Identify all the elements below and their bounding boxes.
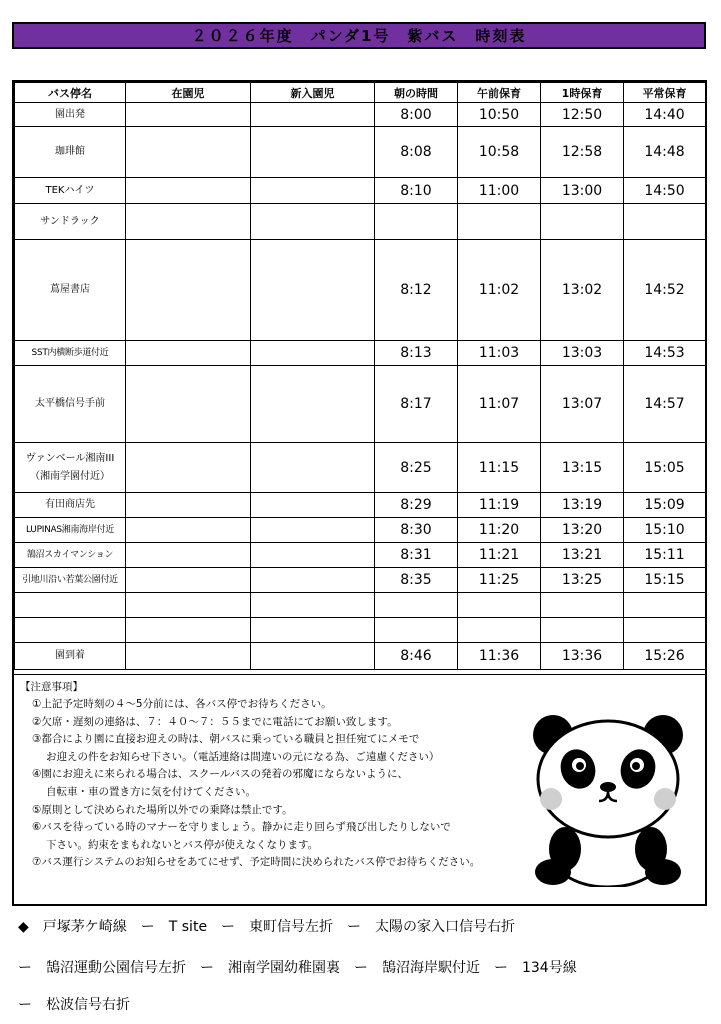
route-line-1: ◆ 戸塚茅ケ崎線 ー T site ー 東町信号左折 ー 太陽の家入口信号右折 xyxy=(18,919,516,935)
time-cell: 11:21 xyxy=(458,543,541,568)
time-cell: 13:07 xyxy=(541,366,624,443)
time-cell: 8:10 xyxy=(375,178,458,204)
time-cell: 14:48 xyxy=(624,127,706,178)
notes-heading: 【注意事項】 xyxy=(20,681,83,693)
time-cell: 8:31 xyxy=(375,543,458,568)
time-cell: 11:15 xyxy=(458,443,541,493)
time-cell: 11:19 xyxy=(458,493,541,518)
table-row xyxy=(15,518,706,543)
time-cell: 8:12 xyxy=(375,240,458,341)
timetable-sheet xyxy=(12,80,707,906)
checkbox-cell xyxy=(126,568,251,593)
time-cell xyxy=(375,593,458,618)
time-cell: 12:58 xyxy=(541,127,624,178)
checkbox-cell xyxy=(126,443,251,493)
table-row xyxy=(15,593,706,618)
time-cell: 8:13 xyxy=(375,341,458,366)
stop-name: SST内横断歩道付近 xyxy=(15,341,126,366)
time-cell: 13:19 xyxy=(541,493,624,518)
checkbox-cell xyxy=(126,240,251,341)
time-cell: 13:21 xyxy=(541,543,624,568)
time-cell: 12:50 xyxy=(541,103,624,127)
checkbox-cell xyxy=(126,204,251,240)
note-item: 自転車・車の置き方に気を付けてください。 xyxy=(46,785,256,798)
page-title: ２０２６年度 パンダ1号 紫バス 時刻表 xyxy=(12,22,706,49)
stop-name: サンドラック xyxy=(15,204,126,240)
route-line-2: ー 鵠沼運動公園信号左折 ー 湘南学園幼稚園裏 ー 鵠沼海岸駅付近 ー 134号線 xyxy=(18,960,577,976)
stop-name: 鵠沼スカイマンション xyxy=(15,543,126,568)
table-row xyxy=(15,568,706,593)
checkbox-cell xyxy=(251,204,375,240)
time-cell: 13:20 xyxy=(541,518,624,543)
time-cell: 8:30 xyxy=(375,518,458,543)
time-cell: 8:35 xyxy=(375,568,458,593)
checkbox-cell xyxy=(251,493,375,518)
table-row xyxy=(15,643,706,670)
time-cell: 13:03 xyxy=(541,341,624,366)
checkbox-cell xyxy=(251,366,375,443)
stop-name: 園出発 xyxy=(15,103,126,127)
time-cell xyxy=(458,593,541,618)
stop-name-line2: （湘南学園付近） xyxy=(30,470,110,482)
table-row xyxy=(15,127,706,178)
checkbox-cell xyxy=(251,443,375,493)
time-cell xyxy=(624,204,706,240)
time-cell: 15:26 xyxy=(624,643,706,670)
stop-name xyxy=(15,593,126,618)
time-cell: 11:00 xyxy=(458,178,541,204)
checkbox-cell xyxy=(126,127,251,178)
table-row xyxy=(15,240,706,341)
stop-name-line1: ヴァンベール湘南III xyxy=(25,452,115,464)
time-cell: 8:29 xyxy=(375,493,458,518)
time-cell: 11:25 xyxy=(458,568,541,593)
table-row xyxy=(15,443,706,493)
col-header-stop: バス停名 xyxy=(15,83,126,103)
table-row xyxy=(15,341,706,366)
time-cell xyxy=(624,618,706,643)
time-cell: 15:15 xyxy=(624,568,706,593)
checkbox-cell xyxy=(126,341,251,366)
table-row xyxy=(15,543,706,568)
time-cell: 14:53 xyxy=(624,341,706,366)
time-cell xyxy=(458,618,541,643)
time-cell xyxy=(541,618,624,643)
checkbox-cell xyxy=(251,518,375,543)
checkbox-cell xyxy=(126,366,251,443)
time-cell: 13:15 xyxy=(541,443,624,493)
time-cell: 13:00 xyxy=(541,178,624,204)
time-cell: 14:40 xyxy=(624,103,706,127)
checkbox-cell xyxy=(251,568,375,593)
note-item: ③都合により園に直接お迎えの時は、朝バスに乗っている職員と担任宛てにメモで xyxy=(32,733,420,746)
table-row xyxy=(15,178,706,204)
stop-name xyxy=(15,443,126,493)
col-header-new: 新入園児 xyxy=(251,83,375,103)
time-cell xyxy=(541,204,624,240)
time-cell: 15:09 xyxy=(624,493,706,518)
time-cell: 11:07 xyxy=(458,366,541,443)
time-cell: 15:05 xyxy=(624,443,706,493)
stop-name xyxy=(15,618,126,643)
time-cell: 10:50 xyxy=(458,103,541,127)
col-header-am: 午前保育 xyxy=(458,83,541,103)
time-cell: 10:58 xyxy=(458,127,541,178)
time-cell: 11:02 xyxy=(458,240,541,341)
note-item: ⑦バス運行システムのお知らせをあてにせず、予定時間に決められたバス停でお待ちください。 xyxy=(32,856,481,869)
table-row xyxy=(15,204,706,240)
stop-name: 有田商店先 xyxy=(15,493,126,518)
checkbox-cell xyxy=(251,178,375,204)
checkbox-cell xyxy=(126,103,251,127)
checkbox-cell xyxy=(251,593,375,618)
table-row xyxy=(15,618,706,643)
time-cell xyxy=(458,204,541,240)
note-item: お迎えの件をお知らせ下さい。（電話連絡は間違いの元になる為、ご遠慮ください） xyxy=(46,750,440,763)
col-header-morning: 朝の時間 xyxy=(375,83,458,103)
table-row xyxy=(15,366,706,443)
time-cell: 8:00 xyxy=(375,103,458,127)
checkbox-cell xyxy=(251,618,375,643)
checkbox-cell xyxy=(251,127,375,178)
time-cell: 11:20 xyxy=(458,518,541,543)
time-cell: 14:52 xyxy=(624,240,706,341)
stop-name: 園到着 xyxy=(15,643,126,670)
stop-name: LUPINAS湘南海岸付近 xyxy=(15,518,126,543)
time-cell: 13:25 xyxy=(541,568,624,593)
stop-name: 太平橋信号手前 xyxy=(15,366,126,443)
checkbox-cell xyxy=(126,643,251,670)
panda-illustration xyxy=(523,707,693,887)
checkbox-cell xyxy=(251,643,375,670)
note-item: ①上記予定時刻の４～5分前には、各バス停でお待ちください。 xyxy=(32,698,332,710)
checkbox-cell xyxy=(251,341,375,366)
col-header-current: 在園児 xyxy=(126,83,251,103)
checkbox-cell xyxy=(126,593,251,618)
time-cell xyxy=(541,593,624,618)
checkbox-cell xyxy=(126,518,251,543)
time-cell: 15:10 xyxy=(624,518,706,543)
stop-name: 引地川沿い若葉公園付近 xyxy=(15,568,126,593)
time-cell: 8:17 xyxy=(375,366,458,443)
note-item: ⑥バスを待っている時のマナーを守りましょう。静かに走り回らず飛び出したりしないで xyxy=(32,821,451,834)
checkbox-cell xyxy=(251,103,375,127)
time-cell: 8:08 xyxy=(375,127,458,178)
stop-name: TEKハイツ xyxy=(15,178,126,204)
checkbox-cell xyxy=(126,543,251,568)
note-item: ④園にお迎えに来られる場合は、スクールバスの発着の邪魔にならないように、 xyxy=(32,768,408,781)
time-cell: 8:46 xyxy=(375,643,458,670)
time-cell: 11:36 xyxy=(458,643,541,670)
table-row xyxy=(15,493,706,518)
time-cell: 14:50 xyxy=(624,178,706,204)
header-row xyxy=(15,83,706,103)
timetable xyxy=(14,82,706,670)
stop-name: 蔦屋書店 xyxy=(15,240,126,341)
note-item: 下さい。約束をまもれないとバス停が使えなくなります。 xyxy=(46,838,319,851)
note-item: ②欠席・遅刻の連絡は、７：４０～７：５５までに電話にてお願い致します。 xyxy=(32,715,398,728)
time-cell xyxy=(375,204,458,240)
table-row xyxy=(15,103,706,127)
stop-name: 珈琲館 xyxy=(15,127,126,178)
checkbox-cell xyxy=(251,240,375,341)
time-cell: 13:02 xyxy=(541,240,624,341)
time-cell: 15:11 xyxy=(624,543,706,568)
time-cell: 14:57 xyxy=(624,366,706,443)
col-header-1pm: 1時保育 xyxy=(541,83,624,103)
checkbox-cell xyxy=(126,493,251,518)
time-cell: 13:36 xyxy=(541,643,624,670)
checkbox-cell xyxy=(251,543,375,568)
note-item: ⑤原則として決められた場所以外での乗降は禁止です。 xyxy=(32,803,293,816)
time-cell xyxy=(375,618,458,643)
time-cell: 11:03 xyxy=(458,341,541,366)
route-line-3: ー 松波信号右折 xyxy=(18,997,130,1013)
time-cell xyxy=(624,593,706,618)
col-header-regular: 平常保育 xyxy=(624,83,706,103)
time-cell: 8:25 xyxy=(375,443,458,493)
checkbox-cell xyxy=(126,618,251,643)
checkbox-cell xyxy=(126,178,251,204)
